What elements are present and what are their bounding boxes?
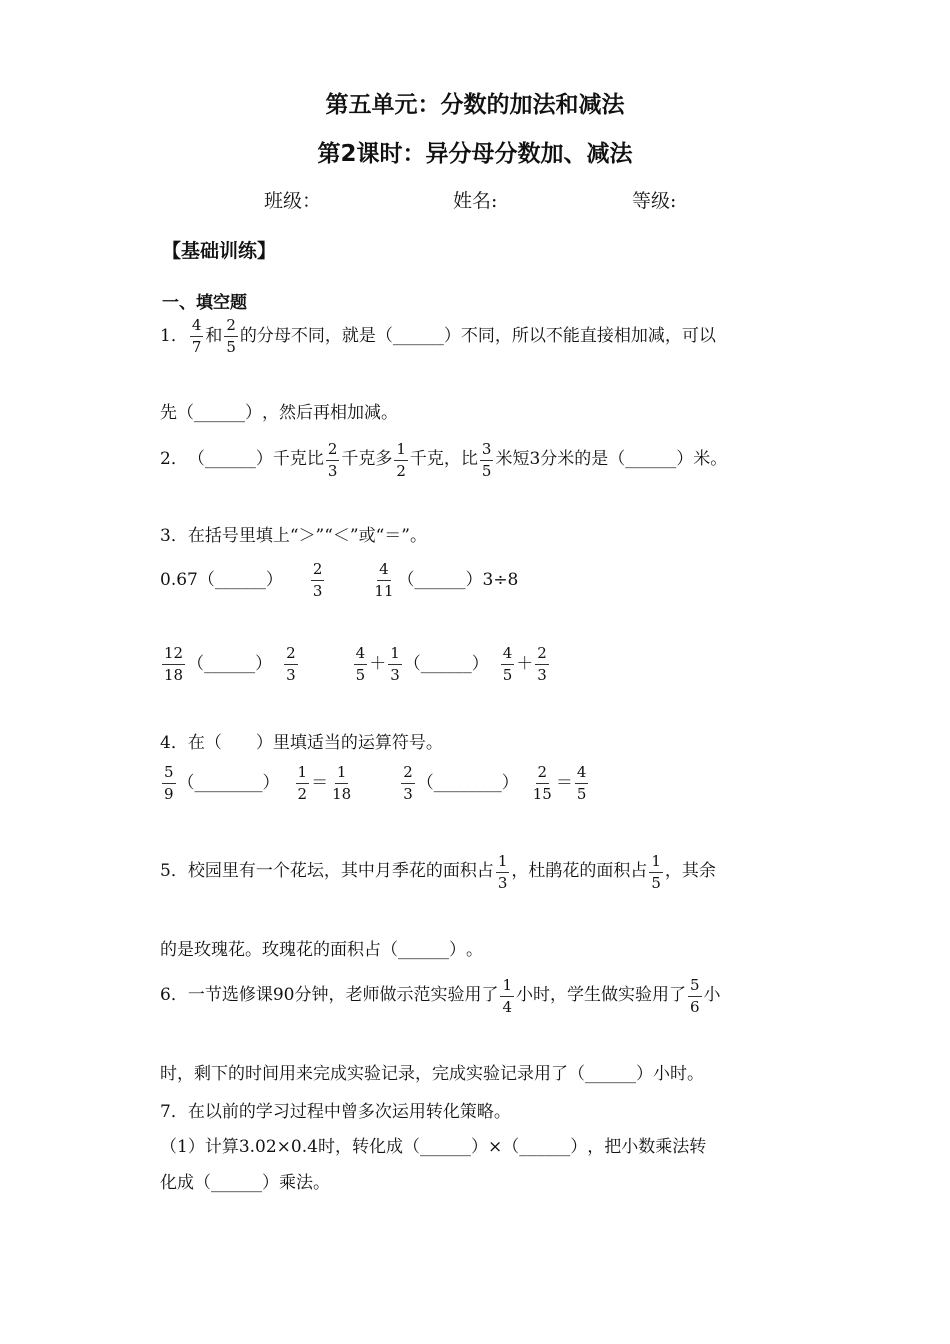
fraction: $\frac{1}{4}$	[502, 976, 512, 1016]
fraction: $\frac{1}{2}$	[297, 763, 308, 803]
section-heading: 【基础训练】	[162, 240, 277, 262]
fraction: $\frac{1}{3}$	[390, 644, 400, 684]
answer-blank[interactable]: （________）	[177, 773, 280, 793]
fraction: $\frac{2}{3}$	[312, 560, 323, 600]
answer-blank[interactable]: （______）	[187, 654, 273, 674]
fraction: $\frac{4}{11}$	[374, 560, 394, 600]
question-7-prompt: 7．在以前的学习过程中曾多次运用转化策略。	[160, 1102, 511, 1122]
fraction: $\frac{1}{3}$	[497, 852, 508, 892]
fraction: $\frac{2}{3}$	[327, 440, 338, 480]
fraction: $\frac{4}{5}$	[576, 763, 587, 803]
answer-blank[interactable]: （______）	[381, 940, 466, 960]
question-7-sub-1-line-1: （1）计算3.02×0.4时，转化成（______）×（______），把小数乘法转	[160, 1132, 706, 1157]
question-6-line-1: 6．一节选修课90分钟，老师做示范实验用了 $\frac{1}{4}$ 小时，学生做实验用了 $\frac{5}{6}$ 小	[160, 976, 721, 1016]
question-2: 2．（______）千克比 $\frac{2}{3}$ 千克多 $\frac{1}{2}$ 千克，比 $\frac{3}{5}$ 米短3分米的是（______）米。	[160, 440, 728, 480]
class-label: 班级：	[264, 190, 322, 212]
question-5-line-2: 的是玫瑰花。玫瑰花的面积占（______）。	[160, 935, 483, 960]
question-3-row-1: 0.67（______） $\frac{2}{3}$ $\frac{4}{11}$ （______）3÷8	[160, 560, 519, 600]
fraction: $\frac{2}{3}$	[403, 763, 413, 803]
answer-blank[interactable]: （______）	[402, 1137, 488, 1157]
fraction: $\frac{1}{18}$	[332, 763, 352, 803]
grade-label: 等级:	[632, 190, 677, 212]
fraction: $\frac{1}{2}$	[396, 440, 406, 480]
fraction: $\frac{4}{5}$	[502, 644, 513, 684]
answer-blank[interactable]: （______）	[187, 449, 273, 469]
question-number: 1．	[160, 326, 188, 346]
fraction: $\frac{2}{3}$	[537, 644, 547, 684]
answer-blank[interactable]: （______）	[608, 449, 694, 469]
answer-blank[interactable]: （______）	[177, 403, 262, 423]
answer-blank[interactable]: （______）	[568, 1064, 653, 1084]
answer-blank[interactable]: （______）	[375, 326, 461, 346]
answer-blank[interactable]: （______）	[197, 570, 283, 590]
question-5-line-1: 5．校园里有一个花坛，其中月季花的面积占 $\frac{1}{3}$ ，杜鹃花的面积占 $\frac{1}{5}$ ，其余	[160, 852, 716, 892]
question-3-prompt: 3．在括号里填上“＞”“＜”或“＝”。	[160, 526, 427, 546]
question-7-sub-1-line-2: 化成（______）乘法。	[160, 1168, 330, 1193]
fraction: $\frac{5}{9}$	[164, 763, 174, 803]
question-3-row-2: $\frac{12}{18}$ （______） $\frac{2}{3}$ $\frac{4}{5}$ ＋ $\frac{1}{3}$ （______） $\frac{4}{5}$ ＋ $\frac{2}{3}$	[164, 644, 547, 684]
fraction: $\frac{2}{3}$	[286, 644, 296, 684]
question-4-row: $\frac{5}{9}$ （________） $\frac{1}{2}$ ＝ $\frac{1}{18}$ $\frac{2}{3}$ （________） $\frac{2}{15}$ ＝ $\frac{4}{5}$	[164, 763, 587, 803]
fraction: $\frac{1}{5}$	[651, 852, 661, 892]
fraction: $\frac{3}{5}$	[481, 440, 492, 480]
page-title: 第五单元：分数的加法和减法	[325, 92, 625, 118]
answer-blank[interactable]: （________）	[416, 773, 519, 793]
answer-blank[interactable]: （______）	[403, 654, 489, 674]
answer-blank[interactable]: （______）	[397, 570, 483, 590]
part-heading: 一、填空题	[162, 293, 247, 313]
fraction: $\frac{12}{18}$	[164, 644, 184, 684]
name-label: 姓名:	[453, 190, 498, 212]
question-1-line-2: 先（______），然后再相加减。	[160, 398, 398, 423]
question-1-line-1: 1． $\frac{4}{7}$ 和 $\frac{2}{5}$ 的分母不同，就是（______）不同，所以不能直接相加减，可以	[160, 316, 716, 356]
question-6-line-2: 时，剩下的时间用来完成实验记录，完成实验记录用了（______）小时。	[160, 1059, 704, 1084]
fraction: $\frac{5}{6}$	[690, 976, 700, 1016]
fraction: $\frac{2}{5}$	[226, 316, 236, 356]
fraction: $\frac{2}{15}$	[532, 763, 552, 803]
lesson-subtitle: 第2课时：异分母分数加、减法	[317, 141, 633, 167]
answer-blank[interactable]: （______）	[502, 1137, 588, 1157]
question-4-prompt: 4．在（ ）里填适当的运算符号。	[160, 733, 443, 753]
fraction: $\frac{4}{5}$	[355, 644, 366, 684]
answer-blank[interactable]: （______）	[194, 1173, 279, 1193]
fraction: $\frac{4}{7}$	[191, 316, 202, 356]
